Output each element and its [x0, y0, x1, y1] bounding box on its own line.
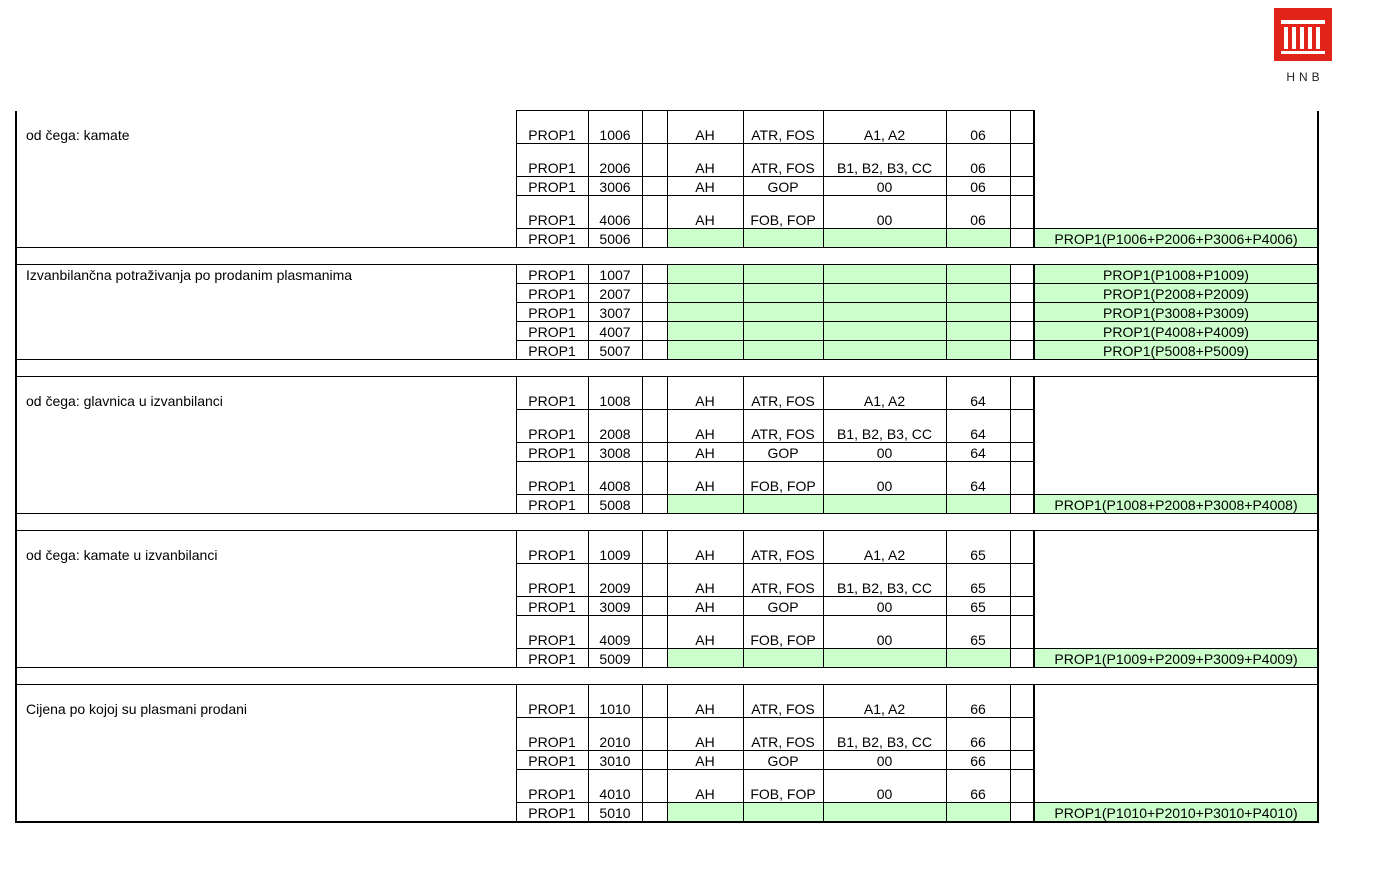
cell-c8 — [1010, 531, 1034, 564]
cell-code: PROP1 — [516, 718, 588, 751]
cell-c8 — [1010, 284, 1034, 303]
cell-code: PROP1 — [516, 303, 588, 322]
cell-c3 — [642, 770, 667, 803]
cell-formula — [1034, 751, 1318, 770]
table-row — [16, 265, 1318, 284]
cell-code: PROP1 — [516, 111, 588, 144]
cell-c4: AH — [667, 144, 743, 177]
section-label-text: od čega: glavnica u izvanbilanci — [26, 393, 223, 409]
cell-c7 — [946, 803, 1010, 823]
cell-c5: GOP — [743, 597, 823, 616]
cell-code: PROP1 — [516, 265, 588, 284]
cell-c3 — [642, 564, 667, 597]
cell-c6: 00 — [823, 196, 946, 229]
cell-c7: 64 — [946, 443, 1010, 462]
cell-formula: PROP1(P4008+P4009) — [1034, 322, 1318, 341]
cell-c4: AH — [667, 718, 743, 751]
cell-c4: AH — [667, 597, 743, 616]
cell-code: PROP1 — [516, 410, 588, 443]
cell-c7: 66 — [946, 751, 1010, 770]
cell-c5 — [743, 303, 823, 322]
cell-code: PROP1 — [516, 341, 588, 360]
cell-c8 — [1010, 443, 1034, 462]
cell-formula: PROP1(P2008+P2009) — [1034, 284, 1318, 303]
cell-code: PROP1 — [516, 377, 588, 410]
cell-code: PROP1 — [516, 751, 588, 770]
cell-c6: 00 — [823, 462, 946, 495]
cell-c6 — [823, 803, 946, 823]
cell-c7: 65 — [946, 531, 1010, 564]
cell-c8 — [1010, 685, 1034, 718]
cell-code: PROP1 — [516, 284, 588, 303]
cell-c5 — [743, 341, 823, 360]
cell-c8 — [1010, 144, 1034, 177]
cell-c5 — [743, 803, 823, 823]
cell-num: 4007 — [588, 322, 642, 341]
cell-c4: AH — [667, 377, 743, 410]
cell-c3 — [642, 597, 667, 616]
cell-code: PROP1 — [516, 177, 588, 196]
cell-formula — [1034, 144, 1318, 177]
cell-formula: PROP1(P1009+P2009+P3009+P4009) — [1034, 649, 1318, 668]
cell-c6 — [823, 284, 946, 303]
cell-formula: PROP1(P1008+P1009) — [1034, 265, 1318, 284]
spacer-cell — [16, 248, 1318, 265]
cell-num: 4009 — [588, 616, 642, 649]
cell-code: PROP1 — [516, 597, 588, 616]
cell-c6: B1, B2, B3, CC — [823, 410, 946, 443]
cell-formula: PROP1(P1008+P2008+P3008+P4008) — [1034, 495, 1318, 514]
cell-c3 — [642, 443, 667, 462]
cell-c6 — [823, 265, 946, 284]
cell-c4: AH — [667, 770, 743, 803]
section-label — [16, 531, 516, 668]
cell-c8 — [1010, 564, 1034, 597]
section-label — [16, 685, 516, 823]
cell-c6 — [823, 495, 946, 514]
cell-c8 — [1010, 770, 1034, 803]
cell-c7 — [946, 495, 1010, 514]
cell-c5: ATR, FOS — [743, 531, 823, 564]
cell-code: PROP1 — [516, 564, 588, 597]
cell-c5 — [743, 322, 823, 341]
cell-c6: A1, A2 — [823, 685, 946, 718]
cell-formula — [1034, 462, 1318, 495]
cell-num: 2006 — [588, 144, 642, 177]
section-spacer — [16, 668, 1318, 685]
cell-c5: FOB, FOP — [743, 196, 823, 229]
cell-c6 — [823, 229, 946, 248]
cell-c8 — [1010, 751, 1034, 770]
hnb-logo — [1274, 8, 1332, 88]
cell-c3 — [642, 616, 667, 649]
cell-c3 — [642, 410, 667, 443]
cell-formula — [1034, 111, 1318, 144]
cell-c7: 64 — [946, 410, 1010, 443]
cell-c4: AH — [667, 177, 743, 196]
section-label — [16, 111, 516, 248]
section-label-text: Izvanbilančna potraživanja po prodanim plasmanima — [26, 267, 353, 283]
cell-c3 — [642, 685, 667, 718]
cell-c8 — [1010, 597, 1034, 616]
cell-c7: 65 — [946, 597, 1010, 616]
cell-c7 — [946, 265, 1010, 284]
cell-c3 — [642, 341, 667, 360]
cell-c6: 00 — [823, 597, 946, 616]
cell-num: 1008 — [588, 377, 642, 410]
cell-c6: 00 — [823, 443, 946, 462]
cell-c4 — [667, 303, 743, 322]
cell-c7: 06 — [946, 177, 1010, 196]
cell-num: 4008 — [588, 462, 642, 495]
cell-num: 3008 — [588, 443, 642, 462]
cell-formula — [1034, 616, 1318, 649]
cell-c8 — [1010, 718, 1034, 751]
cell-c5: GOP — [743, 177, 823, 196]
cell-num: 3010 — [588, 751, 642, 770]
cell-c8 — [1010, 341, 1034, 360]
table-row — [16, 531, 1318, 564]
cell-c6: 00 — [823, 751, 946, 770]
cell-c7 — [946, 303, 1010, 322]
cell-formula — [1034, 377, 1318, 410]
cell-c7 — [946, 284, 1010, 303]
cell-c3 — [642, 303, 667, 322]
cell-formula: PROP1(P5008+P5009) — [1034, 341, 1318, 360]
cell-c6: 00 — [823, 616, 946, 649]
cell-c4 — [667, 495, 743, 514]
cell-formula — [1034, 531, 1318, 564]
cell-c5 — [743, 229, 823, 248]
cell-c4: AH — [667, 531, 743, 564]
cell-c7 — [946, 341, 1010, 360]
table-row — [16, 685, 1318, 718]
cell-c3 — [642, 284, 667, 303]
cell-c8 — [1010, 111, 1034, 144]
cell-num: 3006 — [588, 177, 642, 196]
cell-num: 2009 — [588, 564, 642, 597]
cell-c3 — [642, 495, 667, 514]
cell-formula — [1034, 196, 1318, 229]
cell-c4: AH — [667, 196, 743, 229]
spacer-cell — [16, 668, 1318, 685]
cell-c6: B1, B2, B3, CC — [823, 144, 946, 177]
cell-num: 4006 — [588, 196, 642, 229]
section-label-text: od čega: kamate u izvanbilanci — [26, 547, 218, 563]
cell-c6 — [823, 303, 946, 322]
cell-num: 3009 — [588, 597, 642, 616]
cell-c8 — [1010, 495, 1034, 514]
cell-c7: 06 — [946, 196, 1010, 229]
cell-c4: AH — [667, 751, 743, 770]
cell-num: 3007 — [588, 303, 642, 322]
cell-num: 2010 — [588, 718, 642, 751]
section-spacer — [16, 514, 1318, 531]
cell-c8 — [1010, 377, 1034, 410]
cell-num: 2008 — [588, 410, 642, 443]
cell-code: PROP1 — [516, 770, 588, 803]
cell-c7: 64 — [946, 462, 1010, 495]
cell-num: 4010 — [588, 770, 642, 803]
cell-c3 — [642, 196, 667, 229]
cell-code: PROP1 — [516, 229, 588, 248]
cell-c8 — [1010, 177, 1034, 196]
cell-c7: 65 — [946, 616, 1010, 649]
cell-c7: 65 — [946, 564, 1010, 597]
cell-c8 — [1010, 616, 1034, 649]
cell-c6: A1, A2 — [823, 111, 946, 144]
cell-c5: GOP — [743, 443, 823, 462]
cell-c8 — [1010, 265, 1034, 284]
cell-num: 1010 — [588, 685, 642, 718]
cell-c3 — [642, 111, 667, 144]
cell-c7 — [946, 322, 1010, 341]
cell-formula — [1034, 770, 1318, 803]
cell-c5: ATR, FOS — [743, 111, 823, 144]
section-spacer — [16, 248, 1318, 265]
cell-c3 — [642, 377, 667, 410]
cell-c4 — [667, 341, 743, 360]
cell-c8 — [1010, 229, 1034, 248]
cell-c6: B1, B2, B3, CC — [823, 564, 946, 597]
cell-c4 — [667, 649, 743, 668]
cell-c4: AH — [667, 443, 743, 462]
cell-c3 — [642, 531, 667, 564]
cell-code: PROP1 — [516, 322, 588, 341]
cell-c4: AH — [667, 111, 743, 144]
cell-c5: FOB, FOP — [743, 616, 823, 649]
cell-c4: AH — [667, 410, 743, 443]
cell-formula — [1034, 597, 1318, 616]
cell-c8 — [1010, 410, 1034, 443]
cell-code: PROP1 — [516, 531, 588, 564]
cell-c4 — [667, 803, 743, 823]
cell-num: 1006 — [588, 111, 642, 144]
section-label-text: Cijena po kojoj su plasmani prodani — [26, 701, 248, 717]
cell-c5: ATR, FOS — [743, 564, 823, 597]
table-row — [16, 111, 1318, 144]
cell-c4 — [667, 284, 743, 303]
cell-c4: AH — [667, 616, 743, 649]
cell-c6 — [823, 322, 946, 341]
cell-c6 — [823, 341, 946, 360]
cell-formula — [1034, 177, 1318, 196]
cell-c6: 00 — [823, 177, 946, 196]
spacer-cell — [16, 514, 1318, 531]
cell-c4 — [667, 322, 743, 341]
cell-c8 — [1010, 303, 1034, 322]
cell-c5: ATR, FOS — [743, 144, 823, 177]
cell-c5: ATR, FOS — [743, 377, 823, 410]
cell-c6: B1, B2, B3, CC — [823, 718, 946, 751]
cell-formula: PROP1(P1006+P2006+P3006+P4006) — [1034, 229, 1318, 248]
cell-c5: GOP — [743, 751, 823, 770]
cell-c6: A1, A2 — [823, 531, 946, 564]
section-spacer — [16, 360, 1318, 377]
cell-formula — [1034, 410, 1318, 443]
cell-num: 5010 — [588, 803, 642, 823]
cell-c3 — [642, 751, 667, 770]
cell-formula — [1034, 685, 1318, 718]
cell-code: PROP1 — [516, 685, 588, 718]
cell-c5: ATR, FOS — [743, 410, 823, 443]
cell-code: PROP1 — [516, 803, 588, 823]
cell-c5: ATR, FOS — [743, 685, 823, 718]
cell-num: 2007 — [588, 284, 642, 303]
cell-c4: AH — [667, 462, 743, 495]
cell-code: PROP1 — [516, 144, 588, 177]
cell-c7: 66 — [946, 770, 1010, 803]
spacer-cell — [16, 360, 1318, 377]
cell-c3 — [642, 462, 667, 495]
cell-c8 — [1010, 462, 1034, 495]
cell-c5: FOB, FOP — [743, 462, 823, 495]
cell-c4: AH — [667, 685, 743, 718]
cell-c6 — [823, 649, 946, 668]
cell-code: PROP1 — [516, 616, 588, 649]
cell-c6: A1, A2 — [823, 377, 946, 410]
cell-c8 — [1010, 803, 1034, 823]
cell-c5: ATR, FOS — [743, 718, 823, 751]
cell-c4 — [667, 265, 743, 284]
cell-formula: PROP1(P3008+P3009) — [1034, 303, 1318, 322]
cell-c8 — [1010, 196, 1034, 229]
cell-c3 — [642, 322, 667, 341]
cell-c5 — [743, 495, 823, 514]
cell-c7: 64 — [946, 377, 1010, 410]
cell-c7: 06 — [946, 144, 1010, 177]
cell-c5 — [743, 649, 823, 668]
cell-c7: 06 — [946, 111, 1010, 144]
hnb-logo-mark — [1274, 8, 1332, 61]
cell-c4: AH — [667, 564, 743, 597]
cell-c5 — [743, 284, 823, 303]
cell-c5: FOB, FOP — [743, 770, 823, 803]
cell-c3 — [642, 803, 667, 823]
section-label — [16, 377, 516, 514]
cell-code: PROP1 — [516, 443, 588, 462]
cell-c8 — [1010, 322, 1034, 341]
cell-code: PROP1 — [516, 649, 588, 668]
table-row — [16, 377, 1318, 410]
cell-num: 5008 — [588, 495, 642, 514]
cell-num: 5009 — [588, 649, 642, 668]
section-label — [16, 265, 516, 360]
cell-c3 — [642, 718, 667, 751]
cell-c3 — [642, 229, 667, 248]
cell-c3 — [642, 649, 667, 668]
cell-c5 — [743, 265, 823, 284]
cell-c3 — [642, 177, 667, 196]
cell-c7: 66 — [946, 718, 1010, 751]
cell-num: 5006 — [588, 229, 642, 248]
cell-code: PROP1 — [516, 196, 588, 229]
cell-c4 — [667, 229, 743, 248]
cell-c3 — [642, 144, 667, 177]
cell-c3 — [642, 265, 667, 284]
cell-num: 5007 — [588, 341, 642, 360]
cell-c7 — [946, 229, 1010, 248]
hnb-logo-text: HNB — [1286, 70, 1324, 84]
report-table — [15, 110, 1319, 823]
cell-formula — [1034, 718, 1318, 751]
cell-formula — [1034, 564, 1318, 597]
cell-formula: PROP1(P1010+P2010+P3010+P4010) — [1034, 803, 1318, 823]
cell-formula — [1034, 443, 1318, 462]
cell-c7: 66 — [946, 685, 1010, 718]
cell-c7 — [946, 649, 1010, 668]
cell-code: PROP1 — [516, 495, 588, 514]
cell-code: PROP1 — [516, 462, 588, 495]
cell-c8 — [1010, 649, 1034, 668]
section-label-text: od čega: kamate — [26, 126, 130, 143]
cell-c6: 00 — [823, 770, 946, 803]
cell-num: 1007 — [588, 265, 642, 284]
cell-num: 1009 — [588, 531, 642, 564]
